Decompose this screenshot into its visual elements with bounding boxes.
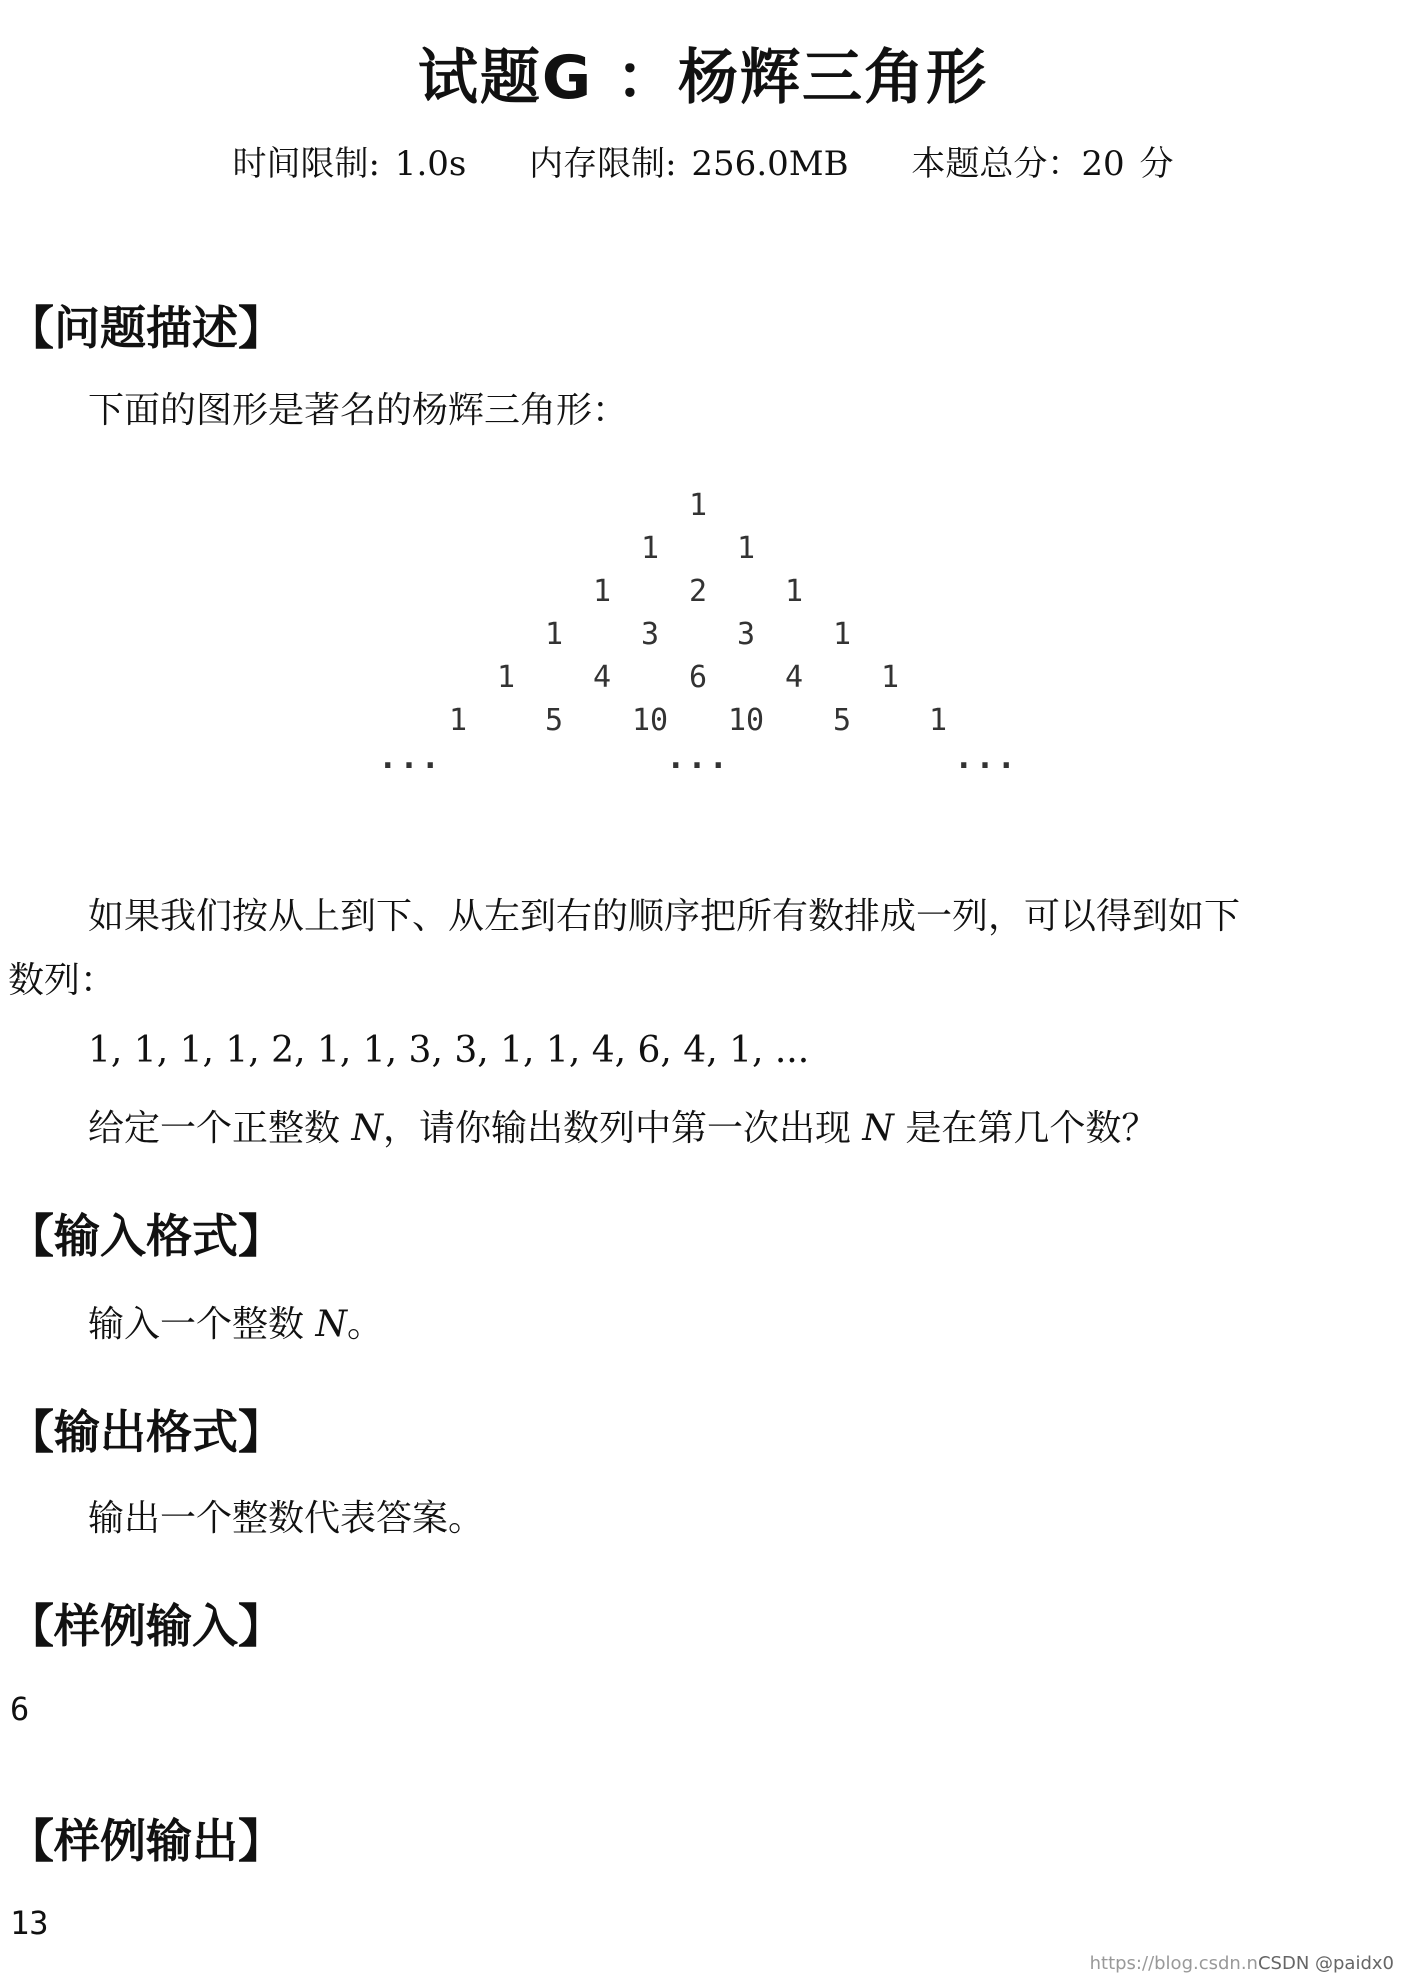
triangle-number: 1: [784, 574, 804, 609]
input-format-text: [88, 1296, 383, 1347]
triangle-number: 1: [832, 617, 852, 652]
triangle-number: 1: [544, 617, 564, 652]
description-heading: 【问题描述】: [8, 301, 284, 355]
watermark: [1090, 1953, 1394, 1974]
triangle-number: 1: [640, 531, 660, 566]
variable-n: N: [315, 1304, 347, 1345]
variable-n: N: [862, 1108, 894, 1149]
input-format-suffix: 。: [346, 1304, 383, 1345]
triangle-number: 10: [631, 703, 669, 738]
triangle-number: 1: [736, 531, 756, 566]
triangle-number: 3: [736, 617, 756, 652]
triangle-number: 5: [544, 703, 564, 738]
description-paragraph-line1: 如果我们按从上到下、从左到右的顺序把所有数排成一列，可以得到如下: [88, 896, 1241, 937]
triangle-number: 4: [784, 660, 804, 695]
question-prefix: 给定一个正整数: [88, 1108, 352, 1149]
triangle-number: 10: [727, 703, 765, 738]
triangle-number: 3: [640, 617, 660, 652]
sample-input-value: 6: [10, 1690, 30, 1728]
triangle-number: 1: [688, 488, 708, 523]
question-text: [88, 1100, 1157, 1151]
triangle-number: 6: [688, 660, 708, 695]
input-format-heading: 【输入格式】: [8, 1209, 284, 1263]
triangle-number: 5: [832, 703, 852, 738]
watermark-url: https://blog.csdn.n: [1089, 1953, 1258, 1974]
description-intro: 下面的图形是著名的杨辉三角形：: [88, 390, 629, 431]
output-format-text: 输出一个整数代表答案。: [88, 1498, 485, 1539]
question-middle: ，请你输出数列中第一次出现: [382, 1108, 863, 1149]
problem-title: 试题G ：杨辉三角形: [417, 43, 989, 113]
watermark-brand: CSDN @paidx0: [1257, 1953, 1394, 1974]
limits-bar: [0, 136, 1406, 185]
question-suffix: 是在第几个数？: [893, 1108, 1158, 1149]
memory-limit: 内存限制: 256.0MB: [529, 144, 849, 184]
output-format-heading: 【输出格式】: [8, 1405, 284, 1459]
triangle-ellipsis: ...: [378, 738, 442, 776]
sample-output-heading: 【样例输出】: [8, 1814, 284, 1868]
sample-output-value: 13: [10, 1904, 49, 1942]
triangle-number: 2: [688, 574, 708, 609]
time-limit: 时间限制: 1.0s: [232, 144, 467, 184]
triangle-number: 1: [496, 660, 516, 695]
input-format-prefix: 输入一个整数: [88, 1304, 316, 1345]
triangle-number: 1: [928, 703, 948, 738]
triangle-number: 1: [880, 660, 900, 695]
triangle-ellipsis: ...: [666, 738, 730, 776]
triangle-ellipsis: ...: [954, 738, 1018, 776]
triangle-number: 4: [592, 660, 612, 695]
sequence-text: 1, 1, 1, 1, 2, 1, 1, 3, 3, 1, 1, 4, 6, 4, 1, ...: [88, 1030, 810, 1071]
description-paragraph-line2: 数列：: [8, 960, 117, 1001]
sample-input-heading: 【样例输入】: [8, 1599, 284, 1653]
total-score: 本题总分：20 分: [911, 144, 1174, 184]
triangle-number: 1: [448, 703, 468, 738]
triangle-number: 1: [592, 574, 612, 609]
variable-n: N: [351, 1108, 383, 1149]
